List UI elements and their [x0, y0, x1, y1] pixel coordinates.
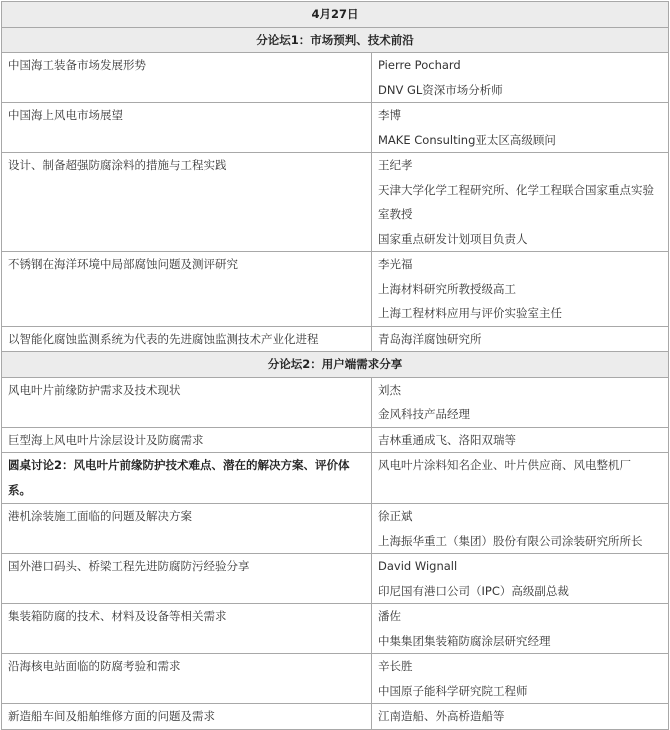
topic-cell: 中国海上风电市场展望 [2, 103, 372, 153]
date-row [2, 2, 669, 28]
roundtable-topic-cell [2, 453, 372, 504]
topic-cell: 巨型海上风电叶片涂层设计及防腐需求 [2, 427, 372, 453]
speaker-cell [372, 103, 669, 153]
topic-cell: 国外港口码头、桥梁工程先进防腐防污经验分享 [2, 554, 372, 604]
table-row [2, 453, 669, 504]
topic-cell: 不锈钢在海洋环境中局部腐蚀问题及测评研究 [2, 252, 372, 327]
table-row [2, 252, 669, 327]
table-row [2, 427, 669, 453]
speaker-cell [372, 53, 669, 103]
speaker-line: Pierre Pochard [378, 58, 461, 72]
speaker-line: 青岛海洋腐蚀研究所 [378, 331, 482, 346]
speaker-line: 辛长胜 [378, 659, 413, 673]
schedule-table [1, 1, 669, 730]
speaker-line: 中集集团集装箱防腐涂层研究经理 [378, 633, 551, 648]
speaker-cell [372, 704, 669, 730]
speaker-cell [372, 554, 669, 604]
topic-cell: 中国海工装备市场发展形势 [2, 53, 372, 103]
topic-cell: 风电叶片前缘防护需求及技术现状 [2, 377, 372, 427]
table-row [2, 504, 669, 554]
section-header-row [2, 352, 669, 378]
speaker-line: 徐正斌 [378, 509, 413, 523]
speaker-cell [372, 326, 669, 352]
speaker-cell [372, 453, 669, 504]
speaker-line: 上海工程材料应用与评价实验室主任 [378, 306, 562, 320]
speaker-line: 李博 [378, 108, 401, 122]
speaker-cell [372, 604, 669, 654]
speaker-line: MAKE Consulting亚太区高级顾问 [378, 132, 556, 147]
speaker-line: 王纪孝 [378, 158, 413, 172]
speaker-line: 风电叶片涂料知名企业、叶片供应商、风电整机厂 [378, 458, 631, 472]
speaker-line: 天津大学化学工程研究所、化学工程联合国家重点实验室教授 [378, 182, 654, 221]
speaker-cell [372, 153, 669, 252]
topic-cell: 港机涂装施工面临的问题及解决方案 [2, 504, 372, 554]
speaker-line: 金风科技产品经理 [378, 407, 470, 421]
table-row [2, 377, 669, 427]
date-header: 4月27日 [2, 2, 669, 28]
section-header-row [2, 27, 669, 53]
roundtable-topic: 圆桌讨论2：风电叶片前缘防护技术难点、潜在的解决方案、评价体系。 [8, 458, 350, 497]
speaker-cell [372, 427, 669, 453]
table-row [2, 53, 669, 103]
table-row [2, 704, 669, 730]
speaker-cell [372, 654, 669, 704]
speaker-cell [372, 377, 669, 427]
speaker-line: 潘佐 [378, 609, 401, 623]
speaker-line: David Wignall [378, 559, 458, 573]
speaker-line: 国家重点研发计划项目负责人 [378, 231, 528, 246]
topic-cell: 设计、制备超强防腐涂料的措施与工程实践 [2, 153, 372, 252]
speaker-line: 上海材料研究所教授级高工 [378, 281, 516, 296]
topic-cell: 以智能化腐蚀监测系统为代表的先进腐蚀监测技术产业化进程 [2, 326, 372, 352]
speaker-line: 李光福 [378, 257, 413, 271]
speaker-line: 印尼国有港口公司（IPC）高级副总裁 [378, 583, 569, 598]
speaker-cell [372, 252, 669, 327]
topic-cell: 集装箱防腐的技术、材料及设备等相关需求 [2, 604, 372, 654]
section-title: 分论坛2：用户端需求分享 [2, 352, 669, 378]
speaker-line: DNV GL资深市场分析师 [378, 82, 503, 97]
speaker-line: 吉林重通成飞、洛阳双瑞等 [378, 432, 516, 447]
speaker-line: 刘杰 [378, 382, 401, 397]
speaker-cell [372, 504, 669, 554]
topic-cell: 沿海核电站面临的防腐考验和需求 [2, 654, 372, 704]
speaker-line: 中国原子能科学研究院工程师 [378, 683, 528, 698]
table-row [2, 326, 669, 352]
table-row [2, 654, 669, 704]
table-row [2, 554, 669, 604]
table-row [2, 103, 669, 153]
speaker-line: 江南造船、外高桥造船等 [378, 709, 505, 723]
table-row [2, 604, 669, 654]
speaker-line: 上海振华重工（集团）股份有限公司涂装研究所所长 [378, 533, 643, 548]
table-row [2, 153, 669, 252]
section-title: 分论坛1：市场预判、技术前沿 [2, 27, 669, 53]
topic-cell: 新造船车间及船舶维修方面的问题及需求 [2, 704, 372, 730]
